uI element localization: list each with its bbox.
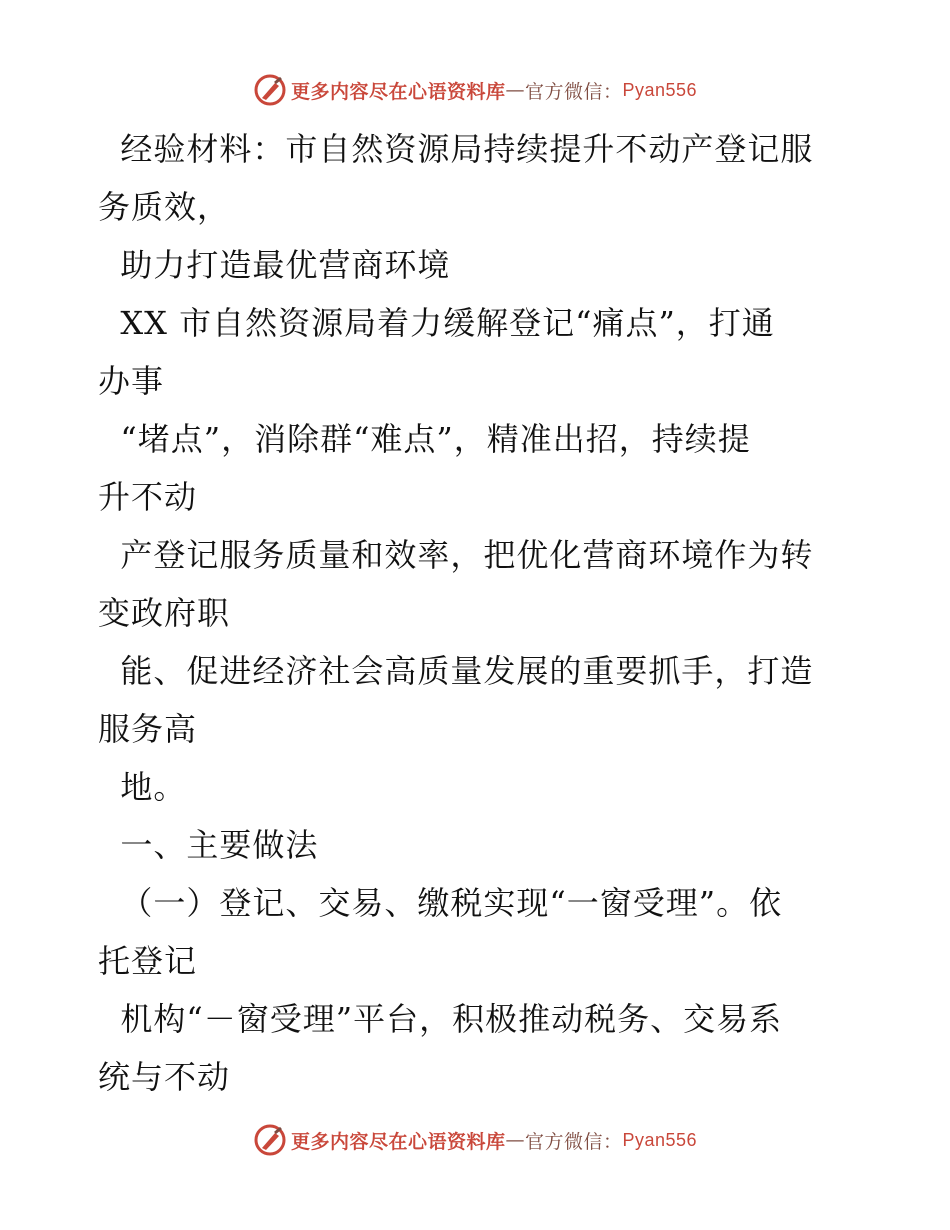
wechat-id: Pyan556 xyxy=(622,1129,698,1150)
document-body xyxy=(98,120,858,1106)
brush-logo-icon xyxy=(253,73,287,107)
header-banner xyxy=(0,70,950,110)
text-line: 办事 xyxy=(98,362,165,400)
wechat-label: 官方微信： xyxy=(524,1130,623,1153)
text-line: XX 市自然资源局着力缓解登记“痛点”，打通 xyxy=(98,304,775,342)
wechat-label: 官方微信： xyxy=(524,80,623,103)
text-line: 产登记服务质量和效率，把优化营商环境作为转 xyxy=(98,536,814,574)
text-line: “堵点”，消除群“难点”，精准出招，持续提 xyxy=(98,420,751,458)
text-line: 升不动 xyxy=(98,478,198,516)
text-line: 务质效， xyxy=(98,188,231,226)
text-line: 能、促进经济社会高质量发展的重要抓手，打造 xyxy=(98,652,814,690)
text-line: 地。 xyxy=(98,768,187,806)
dash: — xyxy=(505,1129,525,1151)
text-line: 机构“－窗受理”平台，积极推动税务、交易系 xyxy=(98,1000,783,1038)
text-line: 托登记 xyxy=(98,942,198,980)
footer-banner xyxy=(0,1120,950,1160)
site-text: 更多内容尽在心语资料库 xyxy=(290,1130,506,1153)
brush-logo-icon xyxy=(253,1123,287,1157)
site-text: 更多内容尽在心语资料库 xyxy=(290,80,506,103)
wechat-id: Pyan556 xyxy=(622,79,698,100)
text-line: （一）登记、交易、缴税实现“一窗受理”。依 xyxy=(98,884,783,922)
text-line: 统与不动 xyxy=(98,1058,231,1096)
text-line: 助力打造最优营商环境 xyxy=(98,246,451,284)
dash: — xyxy=(505,79,525,101)
text-line: 经验材料：市自然资源局持续提升不动产登记服 xyxy=(98,130,814,168)
text-line: 变政府职 xyxy=(98,594,231,632)
text-line: 服务高 xyxy=(98,710,198,748)
text-line: 一、主要做法 xyxy=(98,826,319,864)
